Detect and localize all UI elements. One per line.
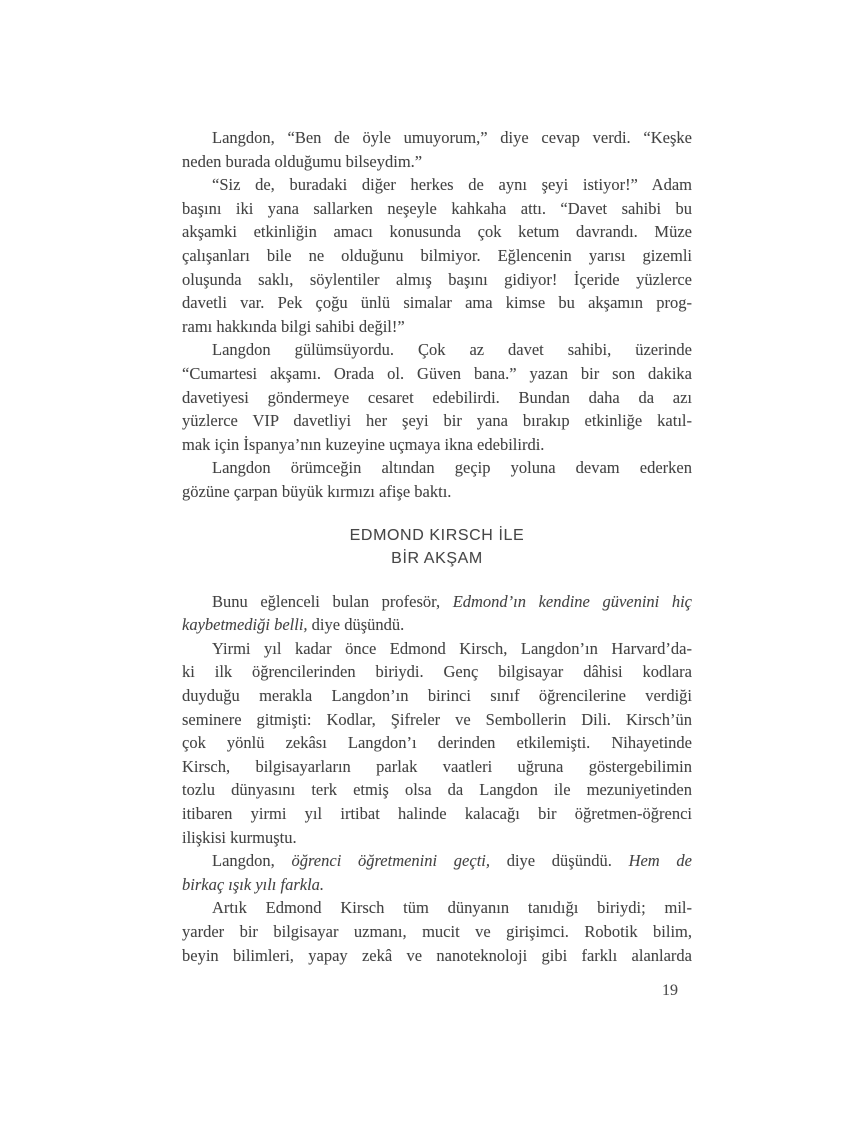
text-line	[182, 268, 692, 292]
italic-text-segment: Edmond’ın kendine güvenini hiç	[452, 591, 692, 611]
text-line	[182, 613, 692, 637]
text-segment: başını iki yana sallarken neşeyle kahkaha attı. “Davet sahibi bu	[182, 198, 692, 218]
text-segment: Langdon,	[212, 851, 292, 871]
text-segment: Bunu eğlenceli bulan profesör,	[212, 591, 453, 611]
text-segment: diye düşündü.	[307, 615, 405, 635]
text-line	[182, 802, 692, 826]
paragraph	[182, 338, 692, 456]
text-line	[182, 433, 692, 457]
text-line	[182, 197, 692, 221]
paragraph	[182, 590, 692, 637]
text-line	[182, 409, 692, 433]
text-line	[182, 315, 692, 339]
text-line	[182, 896, 692, 920]
section-heading-line: EDMOND KIRSCH İLE	[349, 526, 525, 544]
text-line	[182, 220, 692, 244]
paragraph	[182, 173, 692, 338]
text-line	[182, 362, 692, 386]
text-line	[182, 244, 692, 268]
text-segment: Artık Edmond Kirsch tüm dünyanın tanıdığı biriydi; mil-	[212, 898, 692, 918]
text-line	[182, 386, 692, 410]
text-line	[182, 590, 692, 614]
text-segment: çok yönlü zekâsı Langdon’ı derinden etkilemişti. Nihayetinde	[182, 733, 692, 753]
text-segment: gözüne çarpan büyük kırmızı afişe baktı.	[182, 481, 452, 501]
text-segment: davetli var. Pek çoğu ünlü simalar ama kimse bu akşamın prog-	[182, 293, 692, 313]
text-segment: yarder bir bilgisayar uzmanı, mucit ve girişimci. Robotik bilim,	[182, 922, 692, 941]
text-segment: akşamki etkinliğin amacı konusunda çok ketum davrandı. Müze	[182, 222, 692, 242]
text-line	[182, 338, 692, 362]
text-segment: “Cumartesi akşamı. Orada ol. Güven bana.” yazan bir son dakika	[182, 363, 692, 383]
text-block	[182, 126, 692, 967]
text-segment: duyduğu merakla Langdon’ın birinci sınıf öğrencilerine verdiği	[182, 686, 692, 706]
text-segment: Langdon gülümsüyordu. Çok az davet sahibi, üzerinde	[212, 340, 692, 360]
text-line	[182, 708, 692, 732]
text-segment: mak için İspanya’nın kuzeyine uçmaya ikna edebilirdi.	[182, 434, 545, 454]
text-line	[182, 660, 692, 684]
text-line	[182, 126, 692, 150]
text-segment: ramı hakkında bilgi sahibi değil!”	[182, 316, 405, 336]
text-line	[182, 637, 692, 661]
text-line	[182, 456, 692, 480]
text-line	[182, 480, 692, 504]
text-segment: oluşunda saklı, söylentiler almış başını gidiyor! İçeride yüzlerce	[182, 269, 692, 289]
text-line	[182, 731, 692, 755]
text-segment: Kirsch, bilgisayarların parlak vaatleri uğruna göstergebilimin	[182, 756, 692, 776]
paragraph	[182, 456, 692, 503]
text-segment: tozlu dünyasını terk etmiş olsa da Langdon ile mezuniyetinden	[182, 780, 692, 800]
text-segment: davetiyesi göndermeye cesaret edebilirdi. Bundan daha da azı	[182, 387, 692, 407]
text-line	[182, 944, 692, 968]
text-segment: Yirmi yıl kadar önce Edmond Kirsch, Langdon’ın Harvard’da-	[212, 638, 692, 658]
text-segment: ilişkisi kurmuştu.	[182, 827, 297, 847]
text-line	[182, 778, 692, 802]
text-segment: beyin bilimleri, yapay zekâ ve nanoteknoloji gibi farklı alanlarda	[182, 945, 692, 965]
italic-text-segment: öğrenci öğretmenini geçti,	[291, 851, 490, 871]
italic-text-segment: birkaç ışık yılı farkla.	[182, 874, 325, 894]
text-segment: yüzlerce VIP davetliyi her şeyi bir yana bırakıp etkinliğe katıl-	[182, 411, 692, 431]
text-segment: çalışanları bile ne olduğunu bilmiyor. Eğlencenin yarısı gizemli	[182, 245, 692, 265]
text-line	[182, 173, 692, 197]
text-segment: itibaren yirmi yıl irtibat halinde kalacağı bir öğretmen-öğrenci	[182, 804, 692, 824]
text-line	[182, 150, 692, 174]
paragraph	[182, 849, 692, 896]
text-line	[182, 755, 692, 779]
paragraph	[182, 126, 692, 173]
text-segment: “Siz de, buradaki diğer herkes de aynı şeyi istiyor!” Adam	[212, 175, 692, 195]
paragraph	[182, 896, 692, 967]
section-heading-line: BİR AKŞAM	[391, 550, 483, 568]
italic-text-segment: Hem de	[628, 851, 692, 871]
text-segment: seminere gitmişti: Kodlar, Şifreler ve Sembollerin Dili. Kirsch’ün	[182, 709, 692, 729]
section-heading	[182, 524, 692, 571]
text-line	[182, 684, 692, 708]
italic-text-segment: kaybetmediği belli,	[182, 615, 308, 635]
text-segment: diye düşündü.	[490, 851, 629, 871]
text-segment: ki ilk öğrencilerinden biriydi. Genç bilgisayar dâhisi kodlara	[182, 662, 692, 682]
paragraph	[182, 637, 692, 849]
page-number: 19	[662, 982, 678, 999]
text-line	[182, 873, 692, 897]
text-line	[182, 920, 692, 944]
text-segment: neden burada olduğumu bilseydim.”	[182, 151, 423, 171]
text-segment: Langdon örümceğin altından geçip yoluna devam ederken	[212, 458, 692, 478]
text-line	[182, 291, 692, 315]
text-line	[182, 849, 692, 873]
text-segment: Langdon, “Ben de öyle umuyorum,” diye cevap verdi. “Keşke	[212, 128, 692, 147]
text-line	[182, 826, 692, 850]
